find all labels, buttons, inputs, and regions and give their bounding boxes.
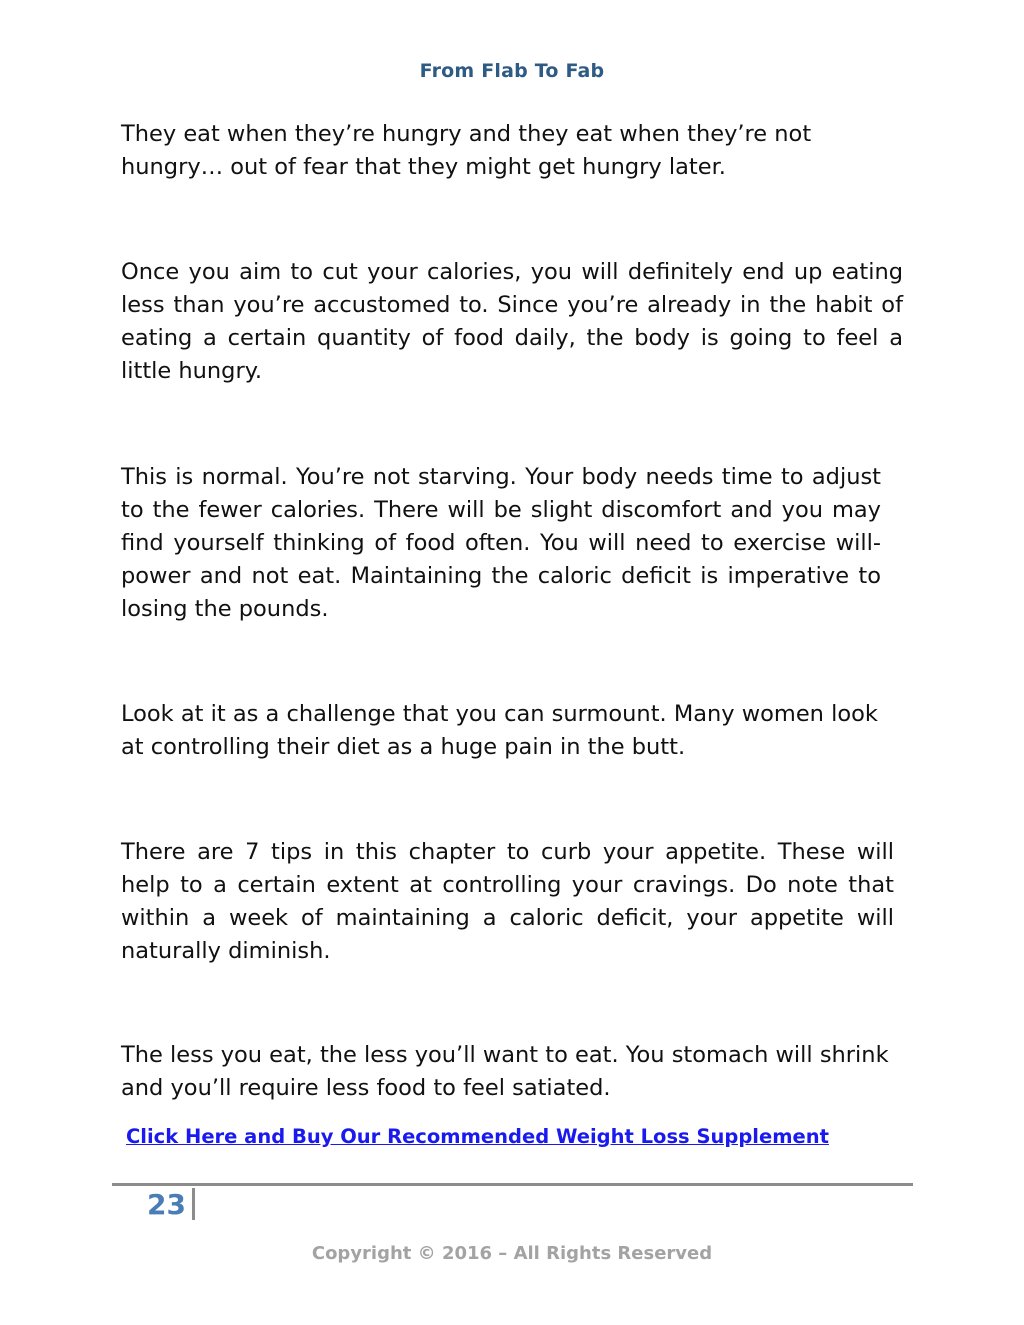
paragraph-seven-tips: There are 7 tips in this chapter to curb your appetite. These will help to a certain extent at controlling your cravings. Do note that within a week of maintaining a caloric deficit, your appetite will naturally diminish. bbox=[121, 839, 894, 964]
buy-supplement-link[interactable]: Click Here and Buy Our Recommended Weight Loss Supplement bbox=[126, 1125, 829, 1148]
paragraph-less-you-eat: The less you eat, the less you’ll want to eat. You stomach will shrink and you’ll require less food to feel satiated. bbox=[121, 1042, 889, 1101]
paragraph-challenge: Look at it as a challenge that you can surmount. Many women look at controlling their diet as a huge pain in the butt. bbox=[121, 701, 878, 760]
page-number-divider bbox=[192, 1188, 195, 1220]
copyright-notice: Copyright © 2016 – All Rights Reserved bbox=[311, 1243, 713, 1264]
paragraph-this-is-normal: This is normal. You’re not starving. Your body needs time to adjust to the fewer calories. There will be slight discomfort and you may find yourself thinking of food often. You will need to exercise will-power and not eat. Maintaining the caloric deficit is imperative to losing the pounds. bbox=[121, 464, 881, 622]
paragraph-hungry-fear: They eat when they’re hungry and they eat when they’re not hungry… out of fear that they might get hungry later. bbox=[121, 121, 812, 180]
page-header-title: From Flab To Fab bbox=[419, 60, 605, 82]
footer-divider-line bbox=[112, 1183, 913, 1186]
page-number: 23 bbox=[147, 1188, 186, 1221]
paragraph-cut-calories: Once you aim to cut your calories, you will definitely end up eating less than you’re accustomed to. Since you’re already in the habit of eating a certain quantity of food daily, the body is going to feel a little hungry. bbox=[121, 259, 903, 384]
